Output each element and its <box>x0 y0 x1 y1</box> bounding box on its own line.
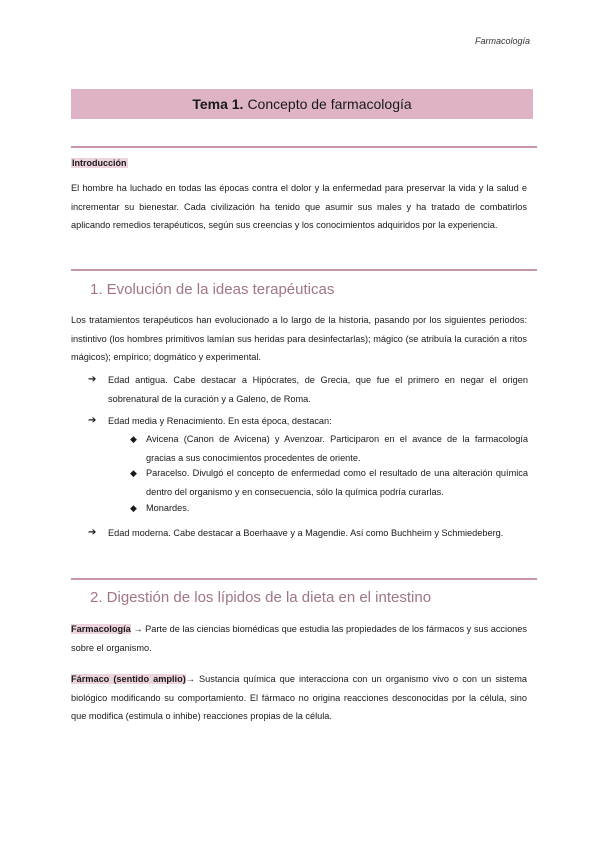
arrow-icon: ➔ <box>88 415 97 426</box>
intro-paragraph: El hombre ha luchado en todas las épocas contra el dolor y la enfermedad para preservar la vida y la salud e incrementar su bienestar. Cada civilización ha tenido que asumir sus males y ha tratado de combatirlos aplicando remedios terapéuticos, según sus creencias y los conocimientos adquiridos por la experiencia. <box>71 183 527 231</box>
divider <box>71 578 537 580</box>
sub-list-item-text: Monardes. <box>146 503 190 513</box>
running-header: Farmacología <box>474 36 530 46</box>
title-box <box>71 89 533 119</box>
title-number: Tema 1. <box>192 96 244 112</box>
arrow-icon: ➔ <box>88 527 97 538</box>
divider <box>71 146 537 148</box>
section-1-paragraph: Los tratamientos terapéuticos han evolucionado a lo largo de la historia, pasando por los siguientes periodos: instintivo (los hombres primitivos lamían sus heridas para desinfectarlas); mágico (se atribuía la curación a ritos mágicos); empírico; dogmático y experimental. <box>71 315 527 363</box>
sub-list-item-text: Paracelso. Divulgó el concepto de enfermedad como el resultado de una alteración química dentro del organismo y en consecuencia, sólo la química podría curarlas. <box>146 468 528 497</box>
sub-list-item <box>130 499 528 518</box>
list-item-text: Edad media y Renacimiento. En esta época, destacan: <box>108 416 332 426</box>
arrow-icon: ➔ <box>88 374 97 385</box>
definition-farmacologia <box>71 620 527 657</box>
section-1-title: 1. Evolución de la ideas terapéuticas <box>90 281 335 298</box>
diamond-icon: ◆ <box>130 434 137 444</box>
intro-label: Introducción <box>72 158 127 168</box>
diamond-icon: ◆ <box>130 468 137 478</box>
sub-list-item <box>130 430 528 467</box>
list-item-text: Edad antigua. Cabe destacar a Hipócrates, de Grecia, que fue el primero en negar el origen sobrenatural de la curación y a Galeno, de Roma. <box>108 375 528 404</box>
sub-list-item <box>130 464 528 501</box>
list-item <box>88 371 528 408</box>
definition-farmaco <box>71 670 527 726</box>
section-2-title: 2. Digestión de los lípidos de la dieta en el intestino <box>90 589 432 606</box>
term-highlight: Farmacología <box>71 624 131 634</box>
list-item <box>88 412 528 431</box>
divider <box>71 269 537 271</box>
title-text: Concepto de farmacología <box>247 96 412 112</box>
definition-text: → Parte de las ciencias biomédicas que estudia las propiedades de los fármacos y sus acciones sobre el organismo. <box>71 624 527 653</box>
definition-text: → Sustancia química que interacciona con un organismo vivo o con un sistema biológico modificando su comportamiento. El fármaco no origina reacciones desconocidas por la célula, sino que modifica (estimula o inhibe) reacciones propias de la célula. <box>71 674 527 722</box>
diamond-icon: ◆ <box>130 503 137 513</box>
sub-list-item-text: Avicena (Canon de Avicena) y Avenzoar. Participaron en el avance de la farmacología gracias a sus conocimientos procedentes de oriente. <box>146 434 528 463</box>
list-item-text: Edad moderna. Cabe destacar a Boerhaave y a Magendie. Así como Buchheim y Schmiedeberg. <box>108 528 504 538</box>
list-item <box>88 524 528 543</box>
term-highlight: Fármaco (sentido amplio) <box>71 674 186 684</box>
